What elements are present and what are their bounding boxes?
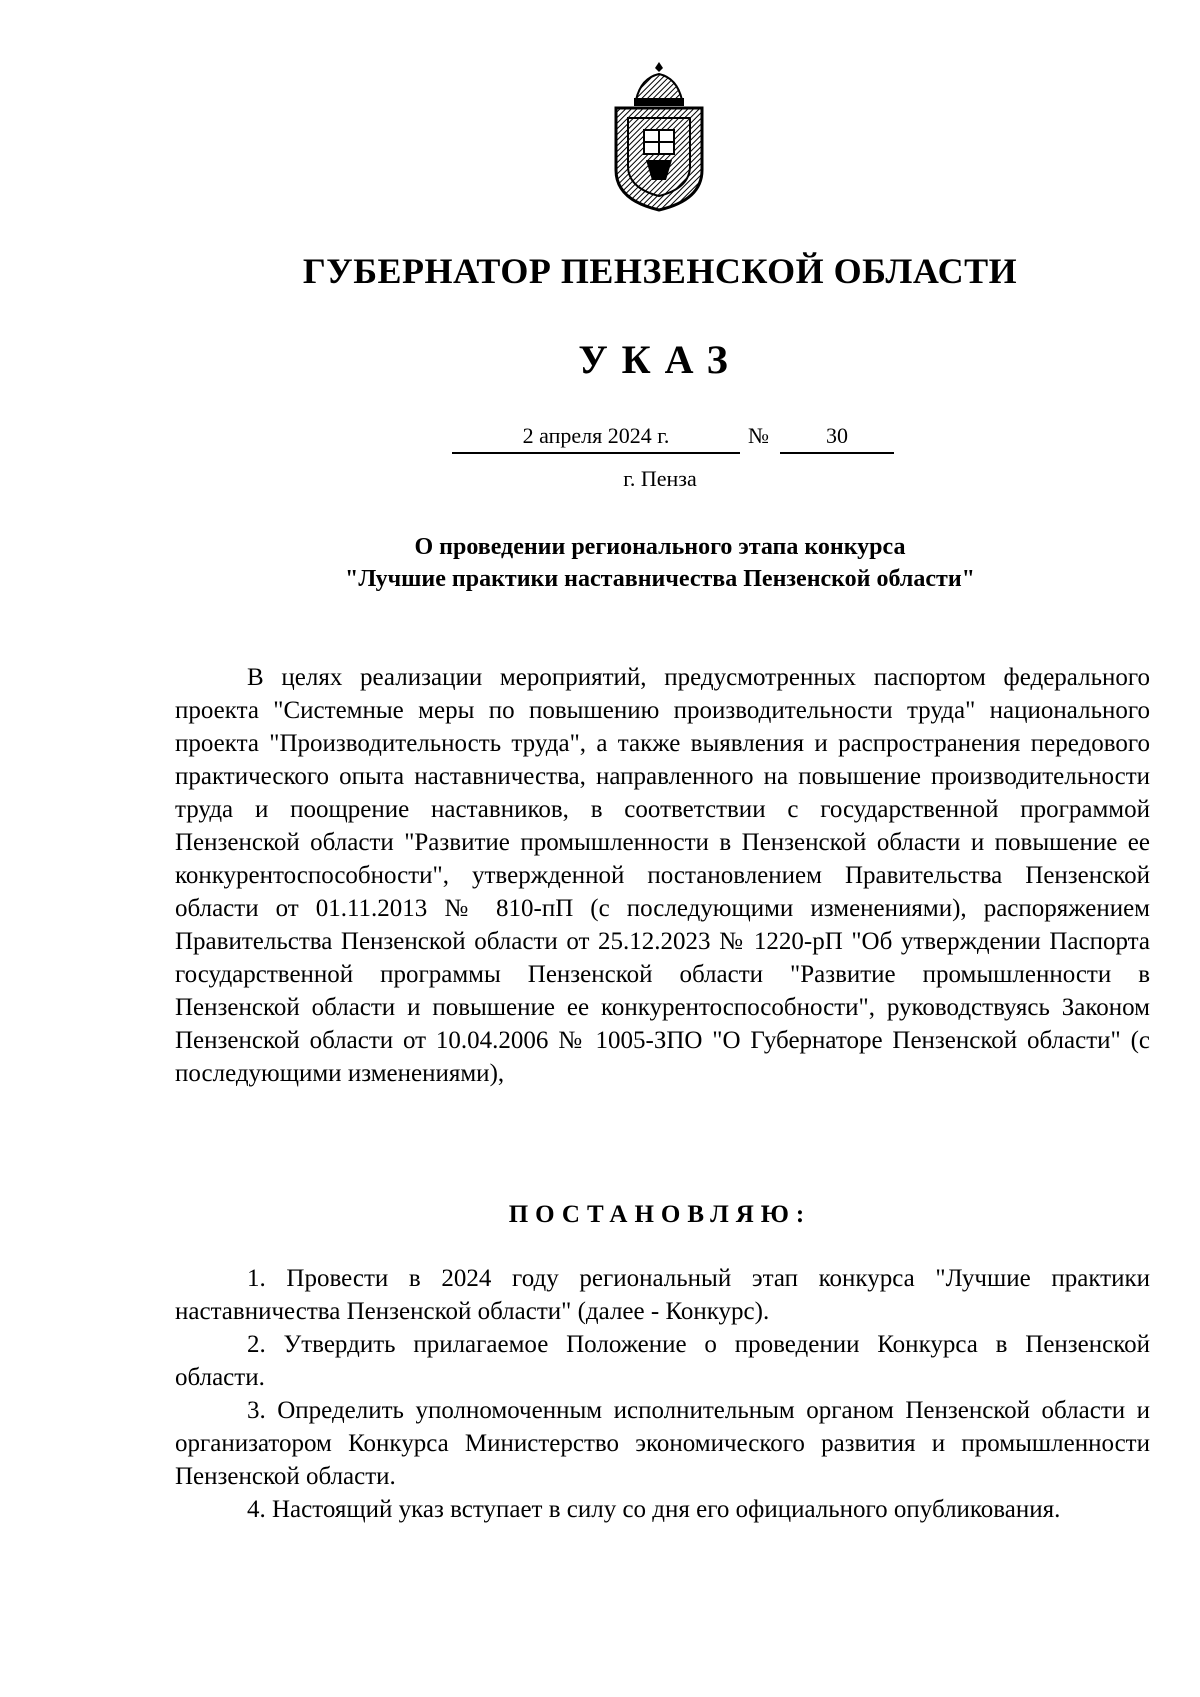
resolution-items <box>175 1262 1150 1526</box>
number-sign: № <box>748 423 769 448</box>
coat-of-arms-icon <box>606 60 712 216</box>
document-number: 30 <box>780 423 894 454</box>
subject-line-1: О проведении регионального этапа конкурса <box>414 534 906 560</box>
resolution-item-2: 2. Утвердить прилагаемое Положение о проведении Конкурса в Пензенской области. <box>175 1331 1150 1391</box>
subject-line-2: "Лучшие практики наставничества Пензенской области" <box>345 566 975 592</box>
document-date: 2 апреля 2024 г. <box>452 423 740 454</box>
document-subject <box>0 531 1200 595</box>
resolution-item-4: 4. Настоящий указ вступает в силу со дня его официального опубликования. <box>247 1496 1061 1523</box>
document-type: УКАЗ <box>578 337 742 382</box>
resolve-heading: ПОСТАНОВЛЯЮ: <box>508 1201 812 1228</box>
issue-city: г. Пенза <box>623 466 697 491</box>
resolution-item-3: 3. Определить уполномоченным исполнительным органом Пензенской области и организатором Конкурса Министерство экономического развития и промышленности Пензенской области. <box>175 1397 1150 1490</box>
resolution-item-1: 1. Провести в 2024 году региональный этап конкурса "Лучшие практики наставничества Пензенской области" (далее - Конкурс). <box>175 1265 1150 1325</box>
issuing-authority: ГУБЕРНАТОР ПЕНЗЕНСКОЙ ОБЛАСТИ <box>302 251 1018 291</box>
preamble-paragraph: В целях реализации мероприятий, предусмотренных паспортом федерального проекта "Системные меры по повышению производительности труда" национального проекта "Производительность труда", а также выявления и распространения передового практического опыта наставничества, направленного на повышение производительности труда и поощрение наставников, в соответствии с государственной программой Пензенской области "Развитие промышленности в Пензенской области и повышение ее конкурентоспособности", утвержденной постановлением Правительства Пензенской области от 01.11.2013 № 810-пП (с последующими изменениями), распоряжением Правительства Пензенской области от 25.12.2023 № 1220-рП "Об утверждении Паспорта государственной программы Пензенской области "Развитие промышленности в Пензенской области и повышение ее конкурентоспособности", руководствуясь Законом Пензенской области от 10.04.2006 № 1005-ЗПО "О Губернаторе Пензенской области" (с последующими изменениями), <box>175 664 1150 1087</box>
